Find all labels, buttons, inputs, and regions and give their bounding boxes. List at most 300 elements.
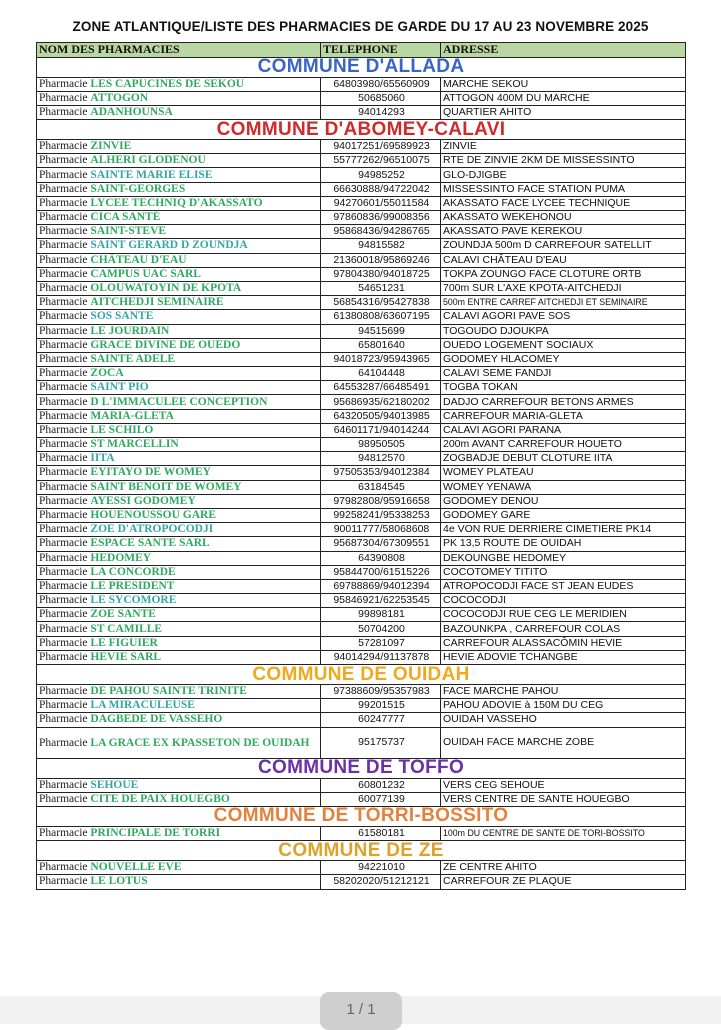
pharmacy-name-cell xyxy=(37,537,321,551)
pharmacy-name-cell xyxy=(37,296,321,310)
table-row xyxy=(37,727,686,758)
pharmacy-telephone: 60077139 xyxy=(321,792,441,806)
pharmacy-name: ZOE D'ATROPOCODJI xyxy=(90,523,214,536)
pharmacy-prefix: Pharmacie xyxy=(39,565,88,578)
pharmacy-name-cell xyxy=(37,778,321,792)
pharmacy-prefix: Pharmacie xyxy=(39,267,88,280)
table-row xyxy=(37,281,686,295)
pharmacy-telephone: 97982808/95916658 xyxy=(321,494,441,508)
pharmacy-telephone: 64553287/66485491 xyxy=(321,381,441,395)
pharmacy-name-cell xyxy=(37,352,321,366)
table-row xyxy=(37,594,686,608)
table-row xyxy=(37,565,686,579)
table-row xyxy=(37,105,686,119)
pharmacy-name: MARIA-GLETA xyxy=(90,409,174,422)
pharmacy-telephone: 60801232 xyxy=(321,778,441,792)
commune-title: COMMUNE D'ABOMEY-CALAVI xyxy=(37,120,686,140)
pharmacy-name-cell xyxy=(37,727,321,758)
table-row xyxy=(37,168,686,182)
pharmacy-address: TOGOUDO DJOUKPA xyxy=(441,324,686,338)
pharmacy-name: CICA SANTÉ xyxy=(90,211,161,224)
pharmacy-telephone: 95846921/62253545 xyxy=(321,594,441,608)
pharmacy-name: EYITAYO DE WOMEY xyxy=(90,466,211,479)
pharmacy-address: CARREFOUR ZE PLAQUE xyxy=(441,875,686,889)
table-row xyxy=(37,685,686,699)
pharmacy-address: ZOUNDJA 500m D CARREFOUR SATELLIT xyxy=(441,239,686,253)
pharmacy-name-cell xyxy=(37,608,321,622)
pharmacy-name: ST CAMILLE xyxy=(90,622,163,635)
pharmacy-prefix: Pharmacie xyxy=(39,537,88,550)
commune-row xyxy=(37,665,686,685)
pharmacy-name: CAMPUS UAC SARL xyxy=(90,267,201,280)
pharmacy-prefix: Pharmacie xyxy=(39,608,88,621)
pharmacy-address: ZOGBADJE DEBUT CLOTURE IITA xyxy=(441,452,686,466)
pharmacy-telephone: 63184545 xyxy=(321,480,441,494)
pharmacy-name: D L'IMMACULEE CONCEPTION xyxy=(90,395,268,408)
table-body xyxy=(37,57,686,889)
pharmacy-address: 4e VON RUE DERRIERE CIMETIERE PK14 xyxy=(441,523,686,537)
pharmacy-telephone: 64104448 xyxy=(321,367,441,381)
pharmacy-prefix: Pharmacie xyxy=(39,480,88,493)
pharmacy-name: AYESSI GODOMEY xyxy=(90,494,196,507)
pharmacy-prefix: Pharmacie xyxy=(39,196,88,209)
pharmacy-name-cell xyxy=(37,594,321,608)
pharmacy-name-cell xyxy=(37,792,321,806)
table-row xyxy=(37,140,686,154)
pharmacy-name: ESPACE SANTE SARL xyxy=(90,537,210,550)
pharmacy-prefix: Pharmacie xyxy=(39,296,88,309)
commune-row xyxy=(37,57,686,77)
pharmacy-name-cell xyxy=(37,452,321,466)
pharmacy-address: 500m ENTRE CARREF AITCHEDJI ET SEMINAIRE xyxy=(441,296,686,310)
pharmacy-name: AITCHEDJI SEMINAIRE xyxy=(90,296,224,309)
commune-row xyxy=(37,120,686,140)
table-row xyxy=(37,875,686,889)
pharmacy-name-cell xyxy=(37,650,321,664)
pharmacy-name-cell xyxy=(37,196,321,210)
table-row xyxy=(37,196,686,210)
pharmacy-telephone: 94018723/95943965 xyxy=(321,352,441,366)
pharmacy-name: LE LOTUS xyxy=(90,875,148,888)
pharmacy-telephone: 97388609/95357983 xyxy=(321,685,441,699)
pharmacy-address: OUIDAH FACE MARCHE ZOBE xyxy=(441,727,686,758)
table-row xyxy=(37,395,686,409)
pharmacy-name: LA CONCORDE xyxy=(90,565,176,578)
pharmacy-prefix: Pharmacie xyxy=(39,140,88,153)
pharmacy-name-cell xyxy=(37,409,321,423)
pharmacy-prefix: Pharmacie xyxy=(39,579,88,592)
pharmacy-name: ADANHOUNSA xyxy=(90,105,173,118)
pharmacy-name-cell xyxy=(37,636,321,650)
pharmacy-telephone: 97505353/94012384 xyxy=(321,466,441,480)
pharmacy-address: COCOTOMEY TITITO xyxy=(441,565,686,579)
pharmacy-name: ST MARCELLIN xyxy=(90,438,179,451)
pharmacy-telephone: 50685060 xyxy=(321,91,441,105)
pharmacy-telephone: 94515699 xyxy=(321,324,441,338)
pharmacy-address: GODOMEY HLACOMEY xyxy=(441,352,686,366)
table-row xyxy=(37,466,686,480)
table-row xyxy=(37,778,686,792)
pharmacy-prefix: Pharmacie xyxy=(39,713,88,726)
pharmacy-name-cell xyxy=(37,438,321,452)
pharmacy-prefix: Pharmacie xyxy=(39,381,88,394)
pharmacy-table xyxy=(36,42,686,890)
pharmacy-address: CALAVI CHÂTEAU D'EAU xyxy=(441,253,686,267)
table-row xyxy=(37,494,686,508)
pharmacy-telephone: 95175737 xyxy=(321,727,441,758)
pharmacy-address: ZE CENTRE AHITO xyxy=(441,861,686,875)
pharmacy-prefix: Pharmacie xyxy=(39,699,88,712)
pharmacy-name: OLOUWATOYIN DE KPOTA xyxy=(90,282,242,295)
table-row xyxy=(37,508,686,522)
pharmacy-telephone: 94815582 xyxy=(321,239,441,253)
pharmacy-prefix: Pharmacie xyxy=(39,636,88,649)
pharmacy-address: CARREFOUR MARIA-GLETA xyxy=(441,409,686,423)
commune-title: COMMUNE DE TOFFO xyxy=(37,758,686,778)
pharmacy-name: ZINVIE xyxy=(90,140,132,153)
pharmacy-telephone: 95686935/62180202 xyxy=(321,395,441,409)
pharmacy-name: SAINT GERARD D ZOUNDJA xyxy=(90,239,248,252)
table-row xyxy=(37,608,686,622)
pharmacy-name-cell xyxy=(37,239,321,253)
pharmacy-address: CARREFOUR ALASSACÔMIN HEVIE xyxy=(441,636,686,650)
pharmacy-name-cell xyxy=(37,267,321,281)
pharmacy-address: ATTOGON 400M DU MARCHE xyxy=(441,91,686,105)
pharmacy-name: SAINTE MARIE ELISE xyxy=(90,168,213,181)
table-header-row xyxy=(37,43,686,58)
pharmacy-address: WOMEY PLATEAU xyxy=(441,466,686,480)
pharmacy-name-cell xyxy=(37,466,321,480)
pharmacy-name: SAINT-GEORGES xyxy=(90,182,186,195)
table-row xyxy=(37,154,686,168)
pharmacy-telephone: 94014294/91137878 xyxy=(321,650,441,664)
commune-row xyxy=(37,841,686,861)
pharmacy-prefix: Pharmacie xyxy=(39,685,88,698)
pharmacy-telephone: 54651231 xyxy=(321,281,441,295)
table-row xyxy=(37,861,686,875)
pharmacy-name: LE JOURDAIN xyxy=(90,324,170,337)
pharmacy-prefix: Pharmacie xyxy=(39,211,88,224)
pharmacy-name-cell xyxy=(37,182,321,196)
pharmacy-telephone: 58202020/51212121 xyxy=(321,875,441,889)
pharmacy-name: LA GRACE EX KPASSETON DE OUIDAH xyxy=(90,736,310,749)
pharmacy-address: MARCHE SEKOU xyxy=(441,77,686,91)
pharmacy-prefix: Pharmacie xyxy=(39,253,88,266)
pharmacy-prefix: Pharmacie xyxy=(39,282,88,295)
pharmacy-name-cell xyxy=(37,579,321,593)
pharmacy-prefix: Pharmacie xyxy=(39,91,88,104)
pharmacy-name-cell xyxy=(37,565,321,579)
pharmacy-address: ZINVIE xyxy=(441,140,686,154)
pharmacy-name-cell xyxy=(37,211,321,225)
pharmacy-prefix: Pharmacie xyxy=(39,778,88,791)
table-row xyxy=(37,622,686,636)
table-row xyxy=(37,310,686,324)
commune-title: COMMUNE DE ZE xyxy=(37,841,686,861)
pharmacy-name-cell xyxy=(37,523,321,537)
pharmacy-prefix: Pharmacie xyxy=(39,827,88,840)
table-row xyxy=(37,324,686,338)
pharmacy-address: TOKPA ZOUNGO FACE CLOTURE ORTB xyxy=(441,267,686,281)
pharmacy-name: LES CAPUCINES DE SEKOU xyxy=(90,77,245,90)
table-row xyxy=(37,211,686,225)
pharmacy-address: CALAVI AGORI PARANA xyxy=(441,423,686,437)
pharmacy-address: BAZOUNKPA , CARREFOUR COLAS xyxy=(441,622,686,636)
pharmacy-address: VERS CEG SEHOUE xyxy=(441,778,686,792)
pharmacy-address: PK 13,5 ROUTE DE OUIDAH xyxy=(441,537,686,551)
pharmacy-name-cell xyxy=(37,281,321,295)
pharmacy-name-cell xyxy=(37,381,321,395)
table-row xyxy=(37,636,686,650)
pharmacy-name-cell xyxy=(37,861,321,875)
page-indicator[interactable]: 1 / 1 xyxy=(320,992,402,1030)
pharmacy-name-cell xyxy=(37,367,321,381)
table-row xyxy=(37,381,686,395)
pharmacy-name: DAGBEDE DE VASSEHO xyxy=(90,713,223,726)
pharmacy-address: CALAVI AGORI PAVE SOS xyxy=(441,310,686,324)
header-telephone: TELEPHONE xyxy=(321,43,441,58)
pharmacy-address: 100m DU CENTRE DE SANTE DE TORI-BOSSITO xyxy=(441,826,686,840)
header-address: ADRESSE xyxy=(441,43,686,58)
pharmacy-name-cell xyxy=(37,551,321,565)
pharmacy-prefix: Pharmacie xyxy=(39,395,88,408)
pharmacy-prefix: Pharmacie xyxy=(39,338,88,351)
table-row xyxy=(37,239,686,253)
pharmacy-name: IITA xyxy=(90,452,115,465)
table-row xyxy=(37,792,686,806)
pharmacy-name-cell xyxy=(37,253,321,267)
pharmacy-prefix: Pharmacie xyxy=(39,367,88,380)
pharmacy-name: SAINT PIO xyxy=(90,381,149,394)
pharmacy-prefix: Pharmacie xyxy=(39,509,88,522)
pharmacy-address: PAHOU ADOVIE à 150M DU CEG xyxy=(441,699,686,713)
pharmacy-name: SAINTE ADELE xyxy=(90,352,176,365)
pharmacy-prefix: Pharmacie xyxy=(39,523,88,536)
header-name: NOM DES PHARMACIES xyxy=(37,43,321,58)
pharmacy-name: HEVIE SARL xyxy=(90,650,162,663)
table-row xyxy=(37,225,686,239)
pharmacy-telephone: 99201515 xyxy=(321,699,441,713)
pharmacy-name: ATTOGON xyxy=(90,91,149,104)
pharmacy-address: GLO-DJIGBE xyxy=(441,168,686,182)
pharmacy-name: CHÂTEAU D'EAU xyxy=(90,253,187,266)
pharmacy-name-cell xyxy=(37,91,321,105)
pharmacy-address: DADJO CARREFOUR BETONS ARMES xyxy=(441,395,686,409)
pharmacy-telephone: 94270601/55011584 xyxy=(321,196,441,210)
pharmacy-name: LYCEE TECHNIQ D'AKASSATO xyxy=(90,196,263,209)
pharmacy-address: FACE MARCHE PAHOU xyxy=(441,685,686,699)
pharmacy-prefix: Pharmacie xyxy=(39,650,88,663)
table-row xyxy=(37,352,686,366)
table-row xyxy=(37,367,686,381)
table-row xyxy=(37,438,686,452)
pharmacy-telephone: 94812570 xyxy=(321,452,441,466)
pharmacy-address: 200m AVANT CARREFOUR HOUETO xyxy=(441,438,686,452)
pharmacy-telephone: 95868436/94286765 xyxy=(321,225,441,239)
pharmacy-address: TOGBA TOKAN xyxy=(441,381,686,395)
pharmacy-telephone: 61380808/63607195 xyxy=(321,310,441,324)
pharmacy-telephone: 50704200 xyxy=(321,622,441,636)
pharmacy-telephone: 64390808 xyxy=(321,551,441,565)
pharmacy-telephone: 64601171/94014244 xyxy=(321,423,441,437)
pharmacy-address: GODOMEY GARE xyxy=(441,508,686,522)
pharmacy-name: DE PAHOU SAINTE TRINITE xyxy=(90,685,247,698)
pharmacy-name-cell xyxy=(37,685,321,699)
pharmacy-name-cell xyxy=(37,713,321,727)
table-row xyxy=(37,699,686,713)
pharmacy-prefix: Pharmacie xyxy=(39,409,88,422)
pharmacy-address: ATROPOCODJI FACE ST JEAN EUDES xyxy=(441,579,686,593)
pharmacy-prefix: Pharmacie xyxy=(39,551,88,564)
pharmacy-name: CITE DE PAIX HOUEGBO xyxy=(90,792,230,805)
pharmacy-name-cell xyxy=(37,168,321,182)
pharmacy-prefix: Pharmacie xyxy=(39,239,88,252)
pharmacy-name: ZOE SANTE xyxy=(90,608,156,621)
table-row xyxy=(37,480,686,494)
pharmacy-name: HOUENOUSSOU GARE xyxy=(90,509,216,522)
table-row xyxy=(37,296,686,310)
pharmacy-name: NOUVELLE EVE xyxy=(90,861,182,874)
pharmacy-telephone: 64320505/94013985 xyxy=(321,409,441,423)
pharmacy-name-cell xyxy=(37,105,321,119)
pharmacy-name-cell xyxy=(37,480,321,494)
pharmacy-address: DEKOUNGBE HEDOMEY xyxy=(441,551,686,565)
pharmacy-prefix: Pharmacie xyxy=(39,105,88,118)
pharmacy-name-cell xyxy=(37,622,321,636)
pharmacy-prefix: Pharmacie xyxy=(39,736,88,749)
pharmacy-prefix: Pharmacie xyxy=(39,182,88,195)
pharmacy-name-cell xyxy=(37,699,321,713)
pharmacy-telephone: 95844700/61515226 xyxy=(321,565,441,579)
pharmacy-prefix: Pharmacie xyxy=(39,77,88,90)
table-row xyxy=(37,91,686,105)
pharmacy-telephone: 99258241/95338253 xyxy=(321,508,441,522)
table-row xyxy=(37,338,686,352)
pharmacy-telephone: 60247777 xyxy=(321,713,441,727)
pharmacy-name: ALHERI GLODENOU xyxy=(90,154,206,167)
table-row xyxy=(37,537,686,551)
pharmacy-name: GRACE DIVINE DE OUEDO xyxy=(90,338,241,351)
pharmacy-telephone: 98950505 xyxy=(321,438,441,452)
pharmacy-address: WOMEY YENAWA xyxy=(441,480,686,494)
pharmacy-name: LE PRESIDENT xyxy=(90,579,175,592)
pharmacy-name: SOS SANTE xyxy=(90,310,154,323)
pharmacy-name-cell xyxy=(37,324,321,338)
table-row xyxy=(37,551,686,565)
pharmacy-prefix: Pharmacie xyxy=(39,861,88,874)
pharmacy-telephone: 61580181 xyxy=(321,826,441,840)
pharmacy-prefix: Pharmacie xyxy=(39,423,88,436)
pharmacy-telephone: 65801640 xyxy=(321,338,441,352)
pharmacy-prefix: Pharmacie xyxy=(39,875,88,888)
pharmacy-name-cell xyxy=(37,494,321,508)
pharmacy-name-cell xyxy=(37,395,321,409)
pharmacy-name: PRINCIPALE DE TORRI xyxy=(90,827,221,840)
pharmacy-address: 700m SUR L'AXE KPOTA-AITCHEDJI xyxy=(441,281,686,295)
commune-row xyxy=(37,806,686,826)
pharmacy-telephone: 97860836/99008356 xyxy=(321,211,441,225)
pharmacy-telephone: 55777262/96510075 xyxy=(321,154,441,168)
pharmacy-address: HEVIE ADOVIE TCHANGBE xyxy=(441,650,686,664)
pharmacy-name: SAINT-STEVE xyxy=(90,225,167,238)
pharmacy-prefix: Pharmacie xyxy=(39,622,88,635)
pharmacy-address: MISSESSINTO FACE STATION PUMA xyxy=(441,182,686,196)
pharmacy-name-cell xyxy=(37,508,321,522)
pharmacy-prefix: Pharmacie xyxy=(39,352,88,365)
pharmacy-address: AKASSATO FACE LYCEE TECHNIQUE xyxy=(441,196,686,210)
commune-title: COMMUNE DE TORRI-BOSSITO xyxy=(37,806,686,826)
pharmacy-prefix: Pharmacie xyxy=(39,438,88,451)
pharmacy-name: SAINT BENOIT DE WOMEY xyxy=(90,480,242,493)
pharmacy-telephone: 56854316/95427838 xyxy=(321,296,441,310)
pharmacy-name-cell xyxy=(37,140,321,154)
pharmacy-name-cell xyxy=(37,423,321,437)
pharmacy-address: COCOCODJI RUE CEG LE MERIDIEN xyxy=(441,608,686,622)
pharmacy-prefix: Pharmacie xyxy=(39,324,88,337)
pharmacy-address: VERS CENTRE DE SANTE HOUEGBO xyxy=(441,792,686,806)
table-row xyxy=(37,826,686,840)
pharmacy-address: GODOMEY DENOU xyxy=(441,494,686,508)
pharmacy-name-cell xyxy=(37,338,321,352)
pharmacy-prefix: Pharmacie xyxy=(39,466,88,479)
pharmacy-name-cell xyxy=(37,310,321,324)
pharmacy-telephone: 90011777/58068608 xyxy=(321,523,441,537)
table-row xyxy=(37,409,686,423)
table-row xyxy=(37,253,686,267)
pharmacy-prefix: Pharmacie xyxy=(39,792,88,805)
pharmacy-prefix: Pharmacie xyxy=(39,494,88,507)
pharmacy-name-cell xyxy=(37,225,321,239)
pharmacy-telephone: 64803980/65560909 xyxy=(321,77,441,91)
pharmacy-prefix: Pharmacie xyxy=(39,154,88,167)
pharmacy-address: AKASSATO PAVE KEREKOU xyxy=(441,225,686,239)
pharmacy-address: OUIDAH VASSEHO xyxy=(441,713,686,727)
pharmacy-name: SEHOUE xyxy=(90,778,139,791)
pharmacy-prefix: Pharmacie xyxy=(39,452,88,465)
pharmacy-name-cell xyxy=(37,826,321,840)
table-row xyxy=(37,713,686,727)
pharmacy-telephone: 94017251/69589923 xyxy=(321,140,441,154)
pharmacy-name-cell xyxy=(37,77,321,91)
pharmacy-telephone: 21360018/95869246 xyxy=(321,253,441,267)
pharmacy-address: COCOCODJI xyxy=(441,594,686,608)
table-row xyxy=(37,182,686,196)
pharmacy-telephone: 69788869/94012394 xyxy=(321,579,441,593)
table-row xyxy=(37,267,686,281)
pharmacy-address: AKASSATO WEKEHONOU xyxy=(441,211,686,225)
pharmacy-address: RTE DE ZINVIE 2KM DE MISSESSINTO xyxy=(441,154,686,168)
commune-title: COMMUNE D'ALLADA xyxy=(37,57,686,77)
pharmacy-prefix: Pharmacie xyxy=(39,168,88,181)
pharmacy-address: CALAVI SEME FANDJI xyxy=(441,367,686,381)
pharmacy-telephone: 94014293 xyxy=(321,105,441,119)
document-title: ZONE ATLANTIQUE/LISTE DES PHARMACIES DE GARDE DU 17 AU 23 NOVEMBRE 2025 xyxy=(72,19,649,34)
pharmacy-name: LE SCHILO xyxy=(90,423,154,436)
pharmacy-address: QUARTIER AHITO xyxy=(441,105,686,119)
pharmacy-address: OUEDO LOGEMENT SOCIAUX xyxy=(441,338,686,352)
pharmacy-name: LA MIRACULEUSE xyxy=(90,699,195,712)
commune-row xyxy=(37,758,686,778)
pharmacy-name: LE SYCOMORE xyxy=(90,594,177,607)
table-row xyxy=(37,423,686,437)
pharmacy-telephone: 95687304/67309551 xyxy=(321,537,441,551)
pharmacy-name: ZOCA xyxy=(90,367,124,380)
pharmacy-telephone: 99898181 xyxy=(321,608,441,622)
pharmacy-telephone: 94221010 xyxy=(321,861,441,875)
table-row xyxy=(37,650,686,664)
table-row xyxy=(37,579,686,593)
pharmacy-telephone: 94985252 xyxy=(321,168,441,182)
